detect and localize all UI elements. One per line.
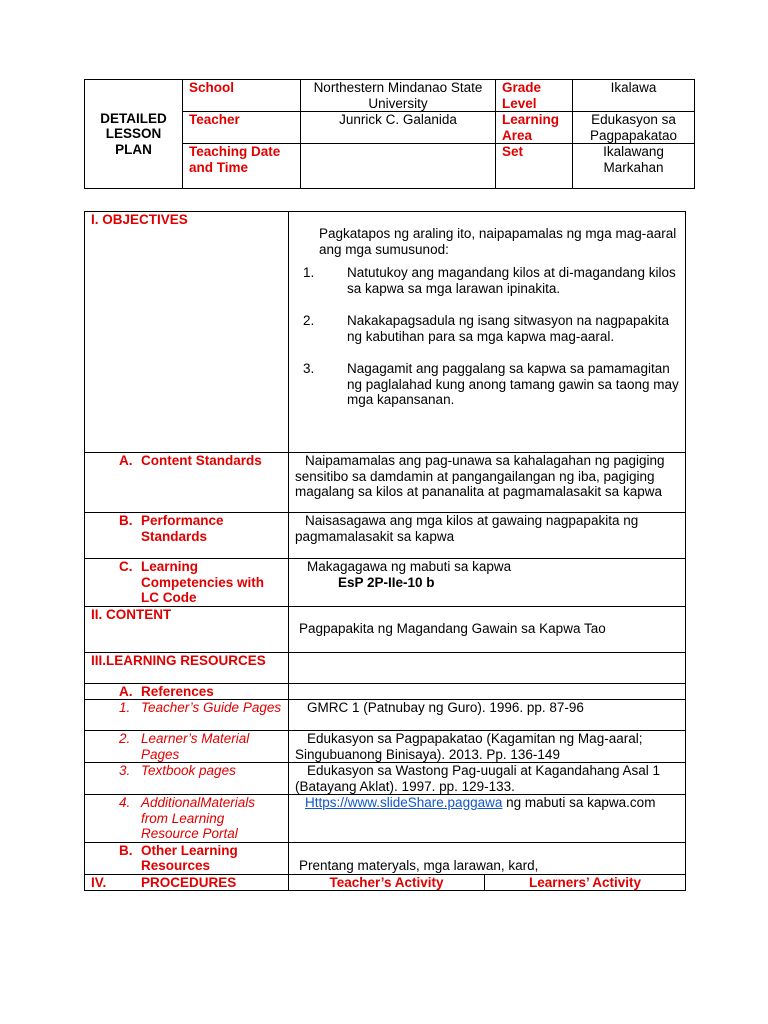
resources-label: III.LEARNING RESOURCES	[85, 652, 289, 683]
references-label: A. References	[85, 683, 289, 700]
lesson-header-table	[84, 79, 695, 189]
resource-label: 3. Textbook pages	[85, 763, 289, 795]
lesson-plan-table	[84, 211, 691, 891]
objective-item: 1. Natutukoy ang magandang kilos at di-magandang kilos sa kapwa sa mga larawan ipinakita.	[303, 265, 676, 296]
other-resources-label: B. Other Learning Resources	[85, 842, 289, 874]
teacher-activity-header: Teacher’s Activity	[289, 874, 485, 891]
objectives-label: I. OBJECTIVES	[85, 212, 289, 453]
grade-value: Ikalawa	[573, 80, 695, 112]
area-label: Learning Area	[496, 112, 573, 144]
objectives-cell	[289, 212, 686, 453]
competencies-label: C. Learning Competencies with LC Code	[85, 559, 289, 607]
resource-label: 1. Teacher’s Guide Pages	[85, 700, 289, 731]
resource-value: Edukasyon sa Wastong Pag-uugali at Kagandahang Asal 1 (Batayang Aklat). 1997. pp. 129-133.	[289, 763, 686, 795]
resource-label: 4. AdditionalMaterials from Learning Resource Portal	[85, 795, 289, 843]
date-value	[301, 144, 496, 189]
references-empty	[289, 683, 686, 700]
competencies-cell	[289, 559, 686, 607]
resource-value: Https://www.slideShare.paggawa ng mabuti sa kapwa.com	[289, 795, 686, 843]
teacher-value: Junrick C. Galanida	[301, 112, 496, 144]
objectives-intro: Pagkatapos ng araling ito, naipapamalas ng mga mag-aaral ang mga sumusunod:	[319, 226, 677, 257]
other-resources-value: Prentang materyals, mga larawan, kard,	[289, 842, 686, 874]
resources-empty	[289, 652, 686, 683]
content-standards-label: A. Content Standards	[85, 453, 289, 513]
content-value: Pagpapakita ng Magandang Gawain sa Kapwa Tao	[289, 606, 686, 652]
objectives-list	[295, 265, 679, 408]
doc-title: DETAILED LESSON PLAN	[85, 80, 183, 189]
performance-standards-value: Naisasagawa ang mga kilos at gawaing nagpapakita ng pagmamalasakit sa kapwa	[289, 513, 686, 559]
resource-value: GMRC 1 (Patnubay ng Guro). 1996. pp. 87-96	[289, 700, 686, 731]
date-label: Teaching Date and Time	[183, 144, 301, 189]
learner-activity-header: Learners’ Activity	[485, 874, 686, 891]
set-value: Ikalawang Markahan	[573, 144, 695, 189]
competencies-value: Makagagawa ng mabuti sa kapwa	[307, 559, 512, 574]
grade-label: Grade Level	[496, 80, 573, 112]
school-value: Northestern Mindanao State University	[301, 80, 496, 112]
objective-item: 2. Nakakapagsadula ng isang sitwasyon na nagpapakita ng kabutihan para sa mga kapwa mag-aaral.	[303, 313, 669, 344]
resource-label: 2. Learner’s Material Pages	[85, 731, 289, 763]
content-label: II. CONTENT	[85, 606, 289, 652]
resource-value: Edukasyon sa Pagpapakatao (Kagamitan ng Mag-aaral; Singubuanong Binisaya). 2013. Pp. 136-149	[289, 731, 686, 763]
school-label: School	[183, 80, 301, 112]
area-value: Edukasyon sa Pagpapakatao	[573, 112, 695, 144]
content-standards-value: Naipamamalas ang pag-unawa sa kahalagahan ng pagiging sensitibo sa damdamin at pangangailangan ng iba, pagiging magalang sa kilos at pananalita at pagmamalasakit sa kapwa	[289, 453, 686, 513]
set-label: Set	[496, 144, 573, 189]
objective-item: 3. Nagagamit ang paggalang sa kapwa sa pamamagitan ng paglalahad kung anong tamang gawin sa taong may mga kapansanan.	[303, 361, 679, 407]
performance-standards-label: B. Performance Standards	[85, 513, 289, 559]
resource-portal-link[interactable]: Https://www.slideShare.paggawa	[305, 795, 503, 810]
competency-code: EsP 2P-IIe-10 b	[338, 574, 435, 590]
procedures-label: IV. PROCEDURES	[85, 874, 289, 891]
teacher-label: Teacher	[183, 112, 301, 144]
